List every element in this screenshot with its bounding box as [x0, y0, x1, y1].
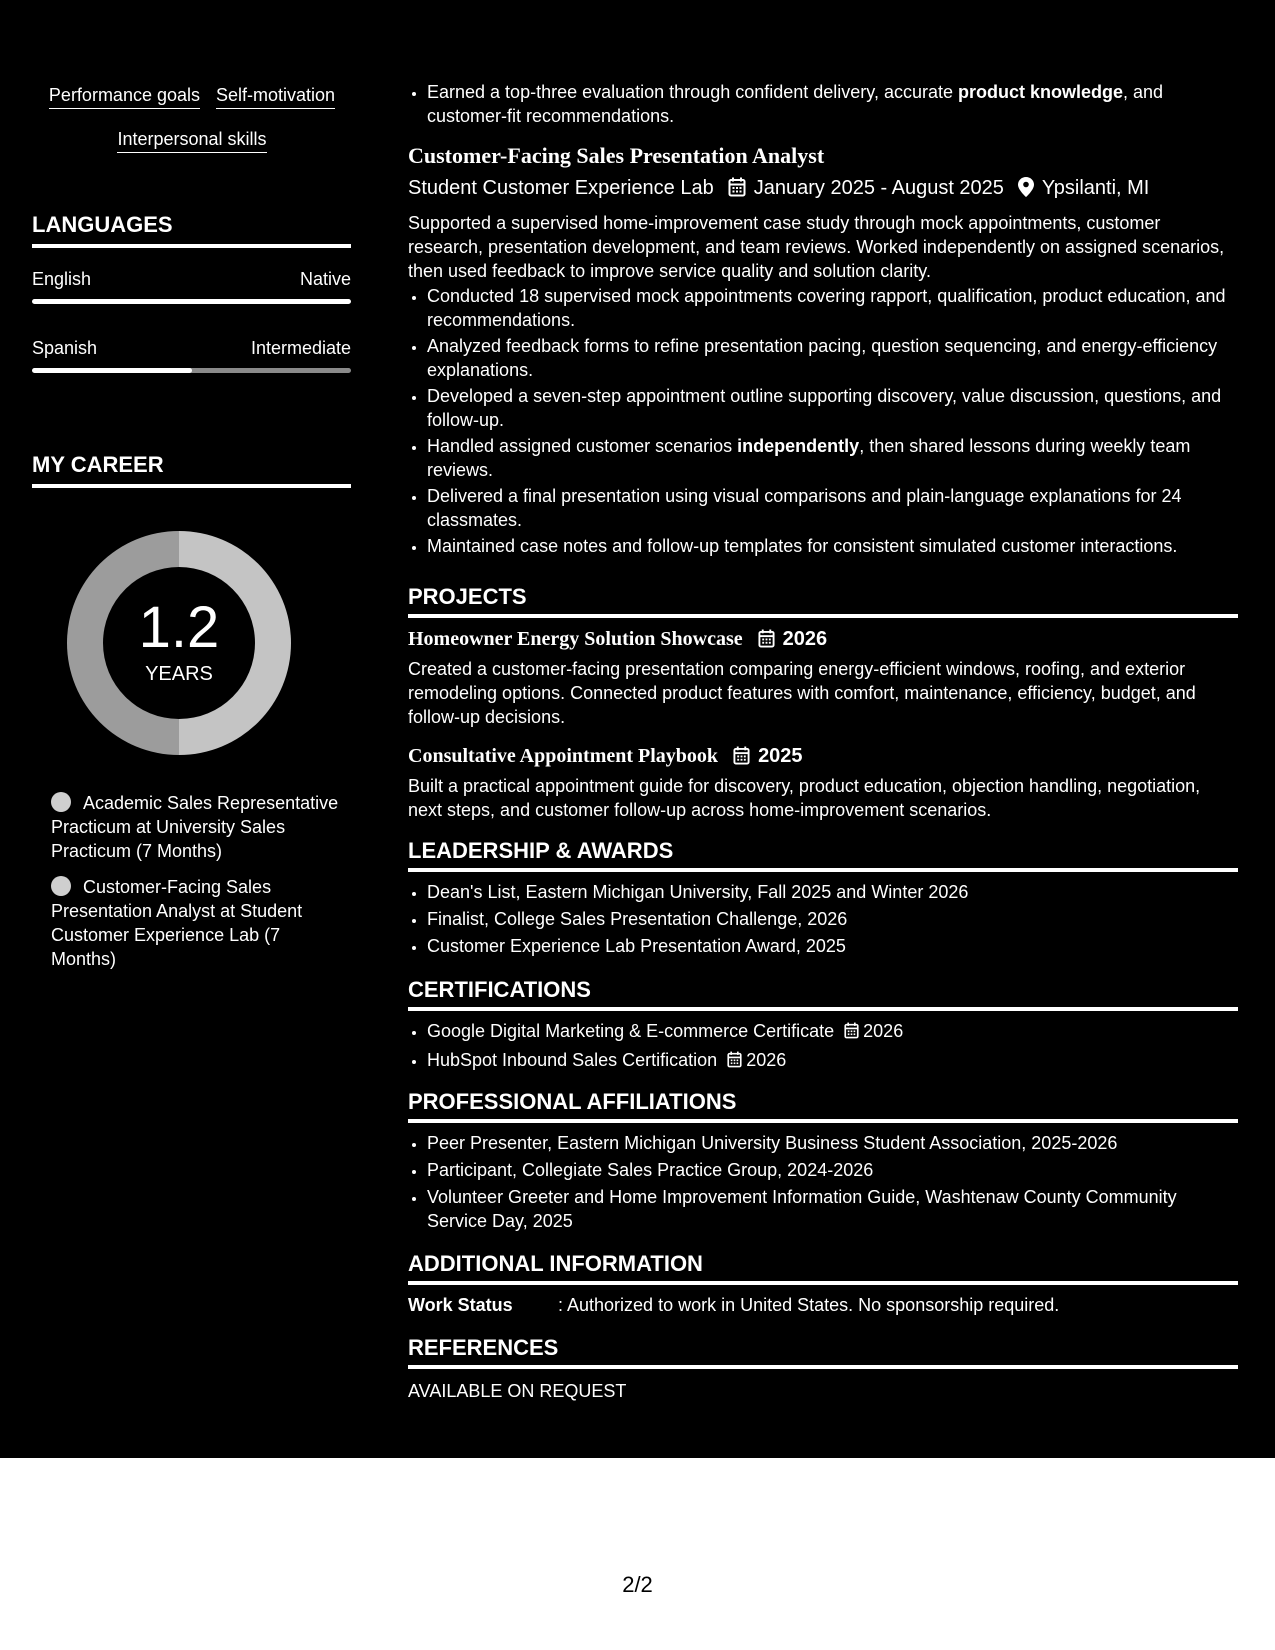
skill-tag: Performance goals — [49, 84, 200, 109]
skills-list — [32, 84, 352, 172]
references-section — [408, 1335, 1238, 1403]
language-proficiency-bar — [32, 368, 351, 373]
bullet-item — [427, 80, 1227, 128]
career-item-text: Academic Sales Representative Practicum at University Sales Practicum (7 Months) — [51, 793, 339, 861]
project-title-row — [408, 743, 1238, 772]
certifications-list — [408, 1019, 1238, 1074]
additional-info-heading: ADDITIONAL INFORMATION — [408, 1251, 1238, 1285]
job-description: Supported a supervised home-improvement case study through mock appointments, customer research, presentation development, and team reviews. Worked independently on assigned scenarios, then used feedback to improve service quality and solution clarity. — [408, 213, 1225, 281]
project-date: 2026 — [782, 628, 828, 650]
bullet-text: Developed a seven-step appointment outline supporting discovery, value discussion, questions, and follow-up. — [427, 386, 1222, 430]
project-title: Consultative Appointment Playbook — [408, 745, 719, 767]
bullet-item: • Customer Experience Lab Presentation Award, 2025 — [427, 934, 1238, 958]
certification-date: 2026 — [863, 1021, 904, 1041]
certification-date: 2026 — [746, 1050, 787, 1070]
career-item — [51, 875, 341, 971]
language-proficiency-fill — [32, 299, 351, 304]
bullet-bold-text: product knowledge — [958, 82, 1124, 102]
language-name: English — [32, 269, 92, 289]
bullet-text: Delivered a final presentation using visual comparisons and plain-language explanations for 24 classmates. — [427, 486, 1182, 530]
leadership-list — [408, 880, 1238, 958]
job-location: Ypsilanti, MI — [1041, 177, 1150, 199]
projects-heading: PROJECTS — [408, 584, 1238, 618]
project-title: Homeowner Energy Solution Showcase — [408, 628, 743, 650]
bullet-item — [427, 334, 1238, 382]
bullet-item — [427, 434, 1238, 482]
project-title-row — [408, 626, 1238, 655]
bullet-item — [427, 284, 1238, 332]
previous-job-bullets — [408, 80, 1227, 130]
project-date: 2025 — [758, 745, 803, 767]
bullet-item — [427, 384, 1238, 432]
career-item-text: Customer-Facing Sales Presentation Analyst at Student Customer Experience Lab (7 Months) — [51, 877, 303, 969]
career-dot-icon — [51, 792, 71, 812]
affiliations-heading: PROFESSIONAL AFFILIATIONS — [408, 1089, 1238, 1123]
calendar-icon — [728, 177, 746, 204]
bullet-text: Earned a top-three evaluation through confident delivery, accurate — [427, 82, 958, 102]
job-title: Customer-Facing Sales Presentation Analyst — [408, 143, 825, 168]
bullet-item — [427, 484, 1238, 532]
bullet-bold-text: independently — [737, 436, 860, 456]
bullet-item: • Peer Presenter, Eastern Michigan University Business Student Association, 2025-2026 — [427, 1131, 1238, 1155]
bullet-text: Conducted 18 supervised mock appointments covering rapport, qualification, product education, and recommendations. — [427, 286, 1226, 330]
skill-tag: Self-motivation — [216, 84, 335, 109]
career-dot-icon — [51, 876, 71, 896]
calendar-icon — [758, 629, 775, 655]
bullet-text: Analyzed feedback forms to refine presentation pacing, question sequencing, and energy-efficiency explanations. — [427, 336, 1218, 380]
project-description: Built a practical appointment guide for discovery, product education, objection handling, negotiation, next steps, and customer follow-up across home-improvement scenarios. — [408, 776, 1201, 820]
project-description: Created a customer-facing presentation comparing energy-efficient windows, roofing, and exterior remodeling options. Connected product features with comfort, maintenance, efficiency, budget, and follow-up decisions. — [408, 659, 1196, 727]
language-level: Native — [299, 269, 351, 289]
main-column — [382, 0, 1275, 1458]
calendar-icon — [844, 1021, 859, 1045]
career-years-value: 1.2 — [138, 595, 220, 660]
skill-tag: Interpersonal skills — [117, 128, 266, 153]
certification-item — [427, 1048, 1238, 1074]
work-status-value: : Authorized to work in United States. No sponsorship required. — [558, 1295, 1060, 1315]
leadership-heading: LEADERSHIP & AWARDS — [408, 838, 1238, 872]
career-list — [51, 791, 341, 983]
job-bullets — [408, 284, 1238, 558]
language-proficiency-bar — [32, 299, 351, 304]
calendar-icon — [733, 746, 750, 772]
bullet-item: • Participant, Collegiate Sales Practice Group, 2024-2026 — [427, 1158, 1238, 1182]
location-pin-icon — [1018, 177, 1034, 204]
references-heading: REFERENCES — [408, 1335, 1238, 1369]
certifications-heading: CERTIFICATIONS — [408, 977, 1238, 1011]
certification-name: Google Digital Marketing & E-commerce Certificate — [427, 1021, 835, 1041]
certifications-section — [408, 977, 1238, 1077]
work-status-row — [408, 1293, 1238, 1317]
job-company: Student Customer Experience Lab — [408, 177, 714, 199]
sidebar — [0, 0, 382, 1458]
affiliations-list — [408, 1131, 1238, 1233]
references-text: AVAILABLE ON REQUEST — [408, 1381, 627, 1401]
bullet-item: • Dean's List, Eastern Michigan University, Fall 2025 and Winter 2026 — [427, 880, 1238, 904]
additional-info-section — [408, 1251, 1238, 1317]
career-years-unit: YEARS — [145, 663, 213, 685]
bullet-item: • Volunteer Greeter and Home Improvement Information Guide, Washtenaw County Community Service Day, 2025 — [427, 1185, 1238, 1233]
career-heading: MY CAREER — [32, 452, 351, 488]
affiliations-section — [408, 1089, 1238, 1236]
job-entry — [408, 142, 1238, 560]
bullet-text: , and customer-fit recommendations. — [427, 82, 1164, 126]
bullet-text: Maintained case notes and follow-up templates for consistent simulated customer interactions. — [427, 536, 1178, 556]
work-status-label: Work Status — [408, 1295, 513, 1315]
language-proficiency-fill — [32, 368, 192, 373]
job-meta — [408, 175, 1238, 204]
language-name: Spanish — [32, 338, 98, 358]
page-number: 2/2 — [622, 1572, 653, 1597]
certification-name: HubSpot Inbound Sales Certification — [427, 1050, 718, 1070]
language-level: Intermediate — [250, 338, 351, 358]
bullet-item: • Finalist, College Sales Presentation Challenge, 2026 — [427, 907, 1238, 931]
languages-heading: LANGUAGES — [32, 212, 351, 248]
language-row — [32, 268, 351, 290]
career-donut — [67, 531, 291, 755]
projects-section — [408, 584, 1238, 822]
certification-item — [427, 1019, 1238, 1045]
leadership-section — [408, 838, 1238, 961]
career-item — [51, 791, 341, 863]
calendar-icon — [727, 1050, 742, 1074]
job-dates: January 2025 - August 2025 — [753, 177, 1004, 199]
bullet-item — [427, 534, 1238, 558]
language-row — [32, 337, 351, 359]
bullet-text: , then shared lessons during weekly team reviews. — [427, 436, 1191, 480]
bullet-text: Handled assigned customer scenarios — [427, 436, 738, 456]
